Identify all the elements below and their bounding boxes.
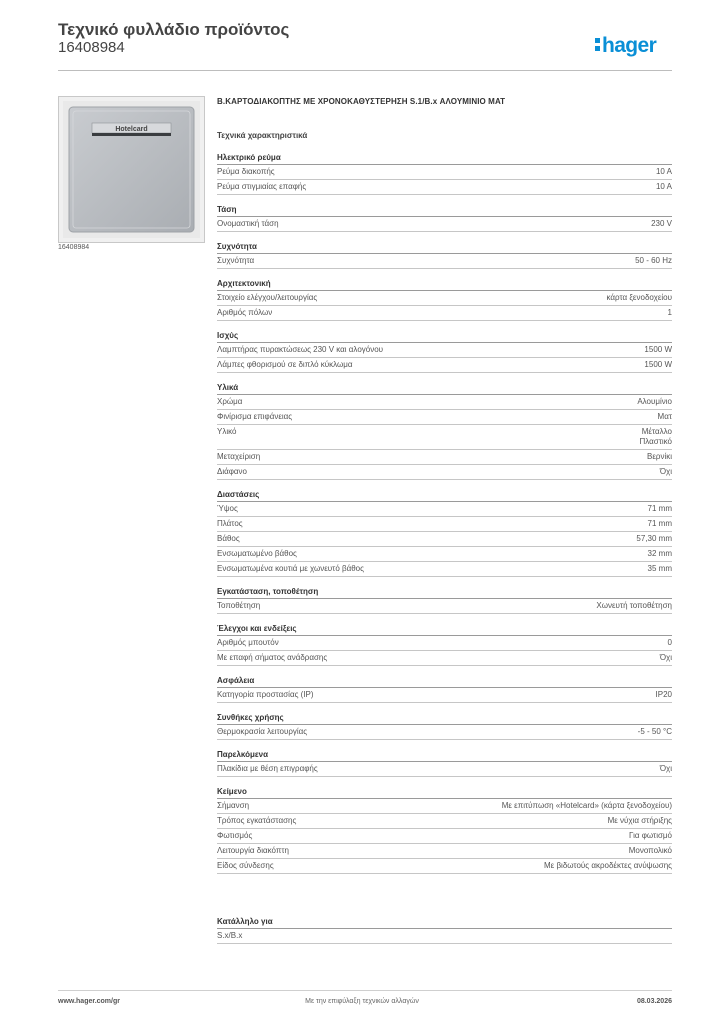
spec-value: Όχι [659,467,672,476]
spec-group-title: Συχνότητα [217,241,672,254]
hotelcard-label: Hotelcard [115,126,148,133]
spec-label: Κατηγορία προστασίας (IP) [217,690,314,699]
logo-text: hager [602,34,657,57]
spec-label: Θερμοκρασία λειτουργίας [217,727,308,736]
spec-row [217,358,672,373]
spec-label: Υλικό [217,427,237,436]
spec-label: Στοιχείο ελέγχου/λειτουργίας [217,293,318,302]
spec-value: Με επιτύπωση «Hotelcard» (κάρτα ξενοδοχείου) [501,801,672,810]
spec-group [217,749,672,777]
spec-row [217,180,672,195]
spec-label: Μεταχείριση [217,452,261,461]
footer-date: 08.03.2026 [636,998,672,1005]
spec-value: 32 mm [647,549,672,558]
page-title: Τεχνικό φυλλάδιο προϊόντος [58,20,290,39]
product-title: Β.ΚΑΡΤΟΔΙΑΚΟΠΤΗΣ ΜΕ ΧΡΟΝΟΚΑΘΥΣΤΕΡΗΣΗ S.1/B.x ΑΛΟΥΜΙΝΙΟ ΜΑΤ [217,97,506,106]
footer-divider [58,990,672,991]
hager-logo [594,28,674,58]
spec-row [217,217,672,232]
spec-group [217,241,672,269]
spec-row [217,532,672,547]
spec-value: Με νύχια στήριξης [607,816,672,825]
spec-row [217,725,672,740]
spec-label: Βάθος [217,534,240,543]
spec-group-title: Τάση [217,204,672,217]
spec-value: 50 - 60 Hz [635,256,672,265]
spec-row [217,254,672,269]
spec-label: Διάφανο [217,467,248,476]
spec-row [217,425,672,450]
spec-row [217,562,672,577]
spec-group-title: Παρελκόμενα [217,749,672,762]
spec-group [217,586,672,614]
spec-table [217,152,672,883]
spec-row [217,343,672,358]
spec-value: 57,30 mm [636,534,672,543]
spec-label: Τρόπος εγκατάστασης [217,816,297,825]
spec-value: Βερνίκι [646,452,672,461]
spec-group [217,489,672,577]
spec-value: 35 mm [647,564,672,573]
spec-value: Με βιδωτούς ακροδέκτες ανύψωσης [543,861,672,870]
spec-value: 1500 W [644,345,672,354]
spec-label: Χρώμα [217,397,243,406]
spec-value: Για φωτισμό [629,831,672,840]
spec-group [217,623,672,666]
spec-group [217,712,672,740]
spec-value: 71 mm [647,504,672,513]
spec-group [217,330,672,373]
product-number: 16408984 [58,39,125,56]
spec-label: Αριθμός μπουτόν [217,638,279,647]
spec-row [217,829,672,844]
suitable-value: S.x/B.x [217,929,672,944]
product-image [58,96,205,243]
spec-value: κάρτα ξενοδοχείου [606,293,672,302]
spec-group [217,204,672,232]
spec-row [217,599,672,614]
spec-group [217,382,672,480]
spec-label: Λάμπες φθορισμού σε διπλό κύκλωμα [217,360,353,369]
spec-row [217,291,672,306]
spec-group-title: Αρχιτεκτονική [217,278,672,291]
spec-row [217,547,672,562]
spec-label: Ενσωματωμένα κουτιά με χωνευτό βάθος [217,564,364,573]
spec-group [217,152,672,195]
specs-heading: Τεχνικά χαρακτηριστικά [217,131,308,140]
spec-group-title: Ασφάλεια [217,675,672,688]
spec-value: Μονοπολικό [628,846,672,855]
spec-group-title: Υλικά [217,382,672,395]
spec-label: Ρεύμα διακοπής [217,167,275,176]
header-divider [58,70,672,71]
spec-label: Σήμανση [217,801,250,810]
spec-group-title: Έλεγχοι και ενδείξεις [217,623,672,636]
spec-row [217,165,672,180]
spec-value: -5 - 50 °C [637,727,672,736]
spec-row [217,651,672,666]
spec-row [217,410,672,425]
suitable-title: Κατάλληλο για [217,916,672,929]
spec-row [217,306,672,321]
spec-value: Όχι [659,653,672,662]
spec-label: Ενσωματωμένο βάθος [217,549,297,558]
spec-row [217,688,672,703]
spec-row [217,465,672,480]
spec-row [217,859,672,874]
spec-label: Συχνότητα [217,256,255,265]
spec-value: 1 [667,308,672,317]
spec-row [217,502,672,517]
spec-value: 230 V [651,219,672,228]
spec-label: Είδος σύνδεσης [217,861,274,870]
spec-group [217,675,672,703]
spec-value: 10 A [655,167,672,176]
spec-value: 1500 W [644,360,672,369]
spec-group-title: Ηλεκτρικό ρεύμα [217,152,672,165]
spec-group-title: Εγκατάσταση, τοποθέτηση [217,586,672,599]
spec-label: Πλάτος [217,519,243,528]
spec-value: 0 [667,638,672,647]
image-caption: 16408984 [58,244,90,251]
spec-label: Τοποθέτηση [217,601,261,610]
footer-website-link[interactable]: www.hager.com/gr [58,998,120,1005]
spec-group [217,278,672,321]
spec-value: Χωνευτή τοποθέτηση [596,601,672,610]
spec-label: Αριθμός πόλων [217,308,273,317]
spec-label: Ύψος [217,504,238,513]
footer-notice: Με την επιφύλαξη τεχνικών αλλαγών [305,998,419,1005]
spec-row [217,636,672,651]
spec-group-title: Κείμενο [217,786,672,799]
spec-label: Φωτισμός [217,831,253,840]
spec-label: Λαμπτήρας πυρακτώσεως 230 V και αλογόνου [217,345,384,354]
spec-label: Φινίρισμα επιφάνειας [217,412,293,421]
spec-row [217,395,672,410]
spec-value: 10 A [655,182,672,191]
suitable-section [217,916,672,944]
spec-group [217,786,672,874]
spec-value: Αλουμίνιο [637,397,672,406]
spec-value: IP20 [655,690,672,699]
spec-row [217,814,672,829]
spec-value: 71 mm [647,519,672,528]
spec-value: Ματ [657,412,672,421]
spec-row [217,844,672,859]
spec-group-title: Συνθήκες χρήσης [217,712,672,725]
spec-row [217,450,672,465]
spec-value: Όχι [659,764,672,773]
spec-label: Ονομαστική τάση [217,219,279,228]
spec-label: Λειτουργία διακόπτη [217,846,289,855]
spec-label: Με επαφή σήματος ανάδρασης [217,653,328,662]
spec-row [217,762,672,777]
spec-value: Μέταλλο Πλαστικό [639,427,672,446]
spec-group-title: Διαστάσεις [217,489,672,502]
spec-group-title: Ισχύς [217,330,672,343]
spec-row [217,517,672,532]
spec-label: Πλακίδια με θέση επιγραφής [217,764,318,773]
spec-row [217,799,672,814]
spec-label: Ρεύμα στιγμιαίας επαφής [217,182,307,191]
